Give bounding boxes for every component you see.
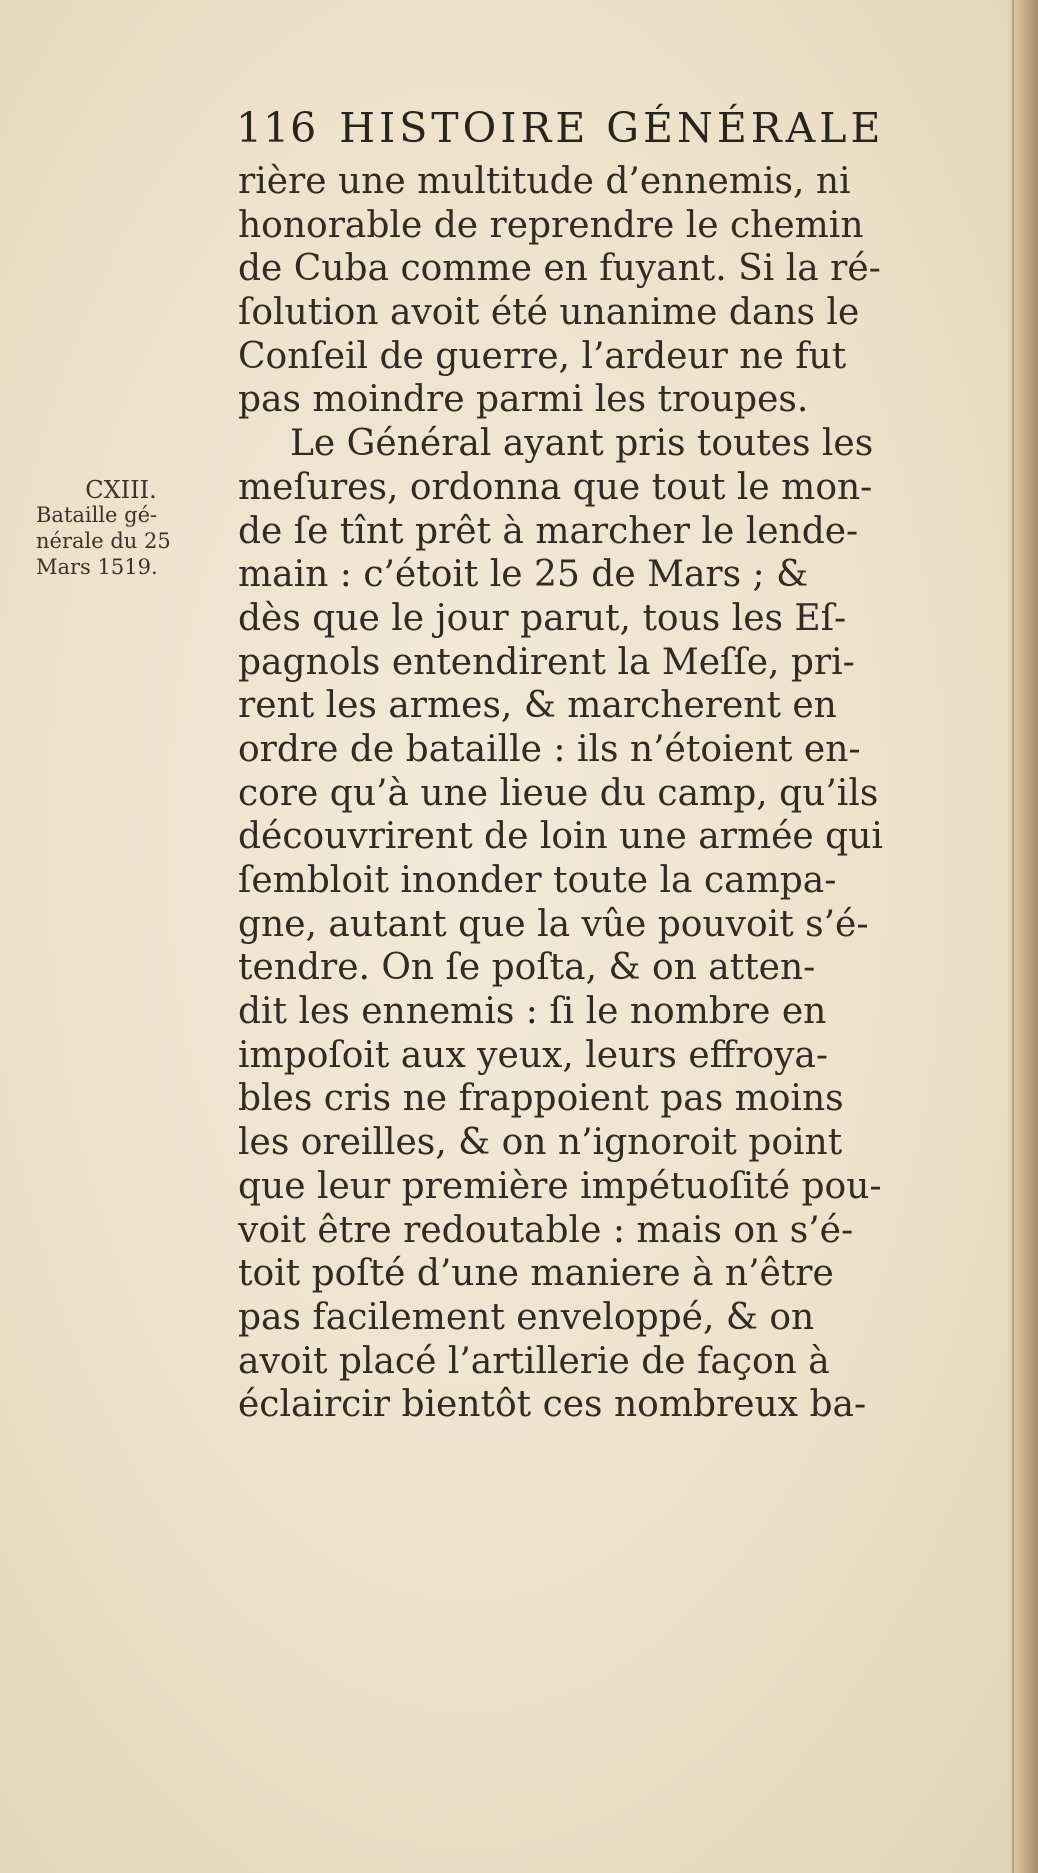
text-line: voit être redoutable : mais on s’é-	[238, 1209, 854, 1251]
text-line: pagnols entendirent la Meſſe, pri-	[238, 641, 855, 683]
text-line: avoit placé l’artillerie de façon à	[238, 1340, 830, 1382]
body-text	[238, 160, 978, 1427]
text-line: meſures, ordonna que tout le mon-	[238, 466, 873, 508]
text-line: impoſoit aux yeux, leurs effroya-	[238, 1034, 829, 1076]
margin-note-heading: CXIII.	[85, 476, 157, 504]
text-line: honorable de reprendre le chemin	[238, 204, 864, 246]
text-line: toit poſté d’une maniere à n’être	[238, 1253, 834, 1295]
text-line: de ſe tînt prêt à marcher le lende-	[238, 510, 859, 552]
text-line: gne, autant que la vûe pouvoit s’é-	[238, 903, 869, 945]
text-line: dit les ennemis : ſi le nombre en	[238, 991, 827, 1033]
text-line: pas moindre parmi les troupes.	[238, 379, 809, 421]
text-line: de Cuba comme en fuyant. Si la ré-	[238, 248, 881, 290]
text-line: les oreilles, & on n’ignoroit point	[238, 1122, 843, 1164]
text-line: éclaircir bientôt ces nombreux ba-	[238, 1384, 867, 1426]
text-line: Conſeil de guerre, l’ardeur ne fut	[238, 335, 847, 377]
text-line: que leur première impétuoſité pou-	[238, 1165, 882, 1207]
margin-note-line: Mars 1519.	[36, 555, 158, 579]
text-line: pas facilement enveloppé, & on	[238, 1296, 815, 1338]
margin-note	[36, 478, 226, 580]
text-line: dès que le jour parut, tous les Eſ-	[238, 597, 847, 639]
text-line: rière une multitude d’ennemis, ni	[238, 161, 851, 202]
margin-note-line: Bataille gé-	[36, 503, 158, 527]
running-head	[236, 104, 936, 160]
text-line: ſembloit inonder toute la campa-	[238, 860, 837, 901]
text-line: ordre de bataille : ils n’étoient en-	[238, 728, 861, 770]
page-number: 116	[236, 104, 318, 152]
text-line: tendre. On ſe poſta, & on atten-	[238, 947, 816, 989]
page-edge-shadow	[1008, 0, 1038, 1873]
text-line: rent les armes, & marcherent en	[238, 685, 837, 727]
text-line: main : c’étoit le 25 de Mars ; &	[238, 554, 809, 596]
running-title: HISTOIRE GÉNÉRALE	[339, 104, 885, 152]
text-line: core qu’à une lieue du camp, qu’ils	[238, 772, 879, 814]
text-line: Le Général ayant pris toutes les	[290, 423, 874, 465]
text-line: découvrirent de loin une armée qui	[238, 816, 883, 858]
text-line: ſolution avoit été unanime dans le	[238, 292, 860, 334]
text-line: bles cris ne frappoient pas moins	[238, 1078, 844, 1120]
margin-note-line: nérale du 25	[36, 529, 171, 553]
